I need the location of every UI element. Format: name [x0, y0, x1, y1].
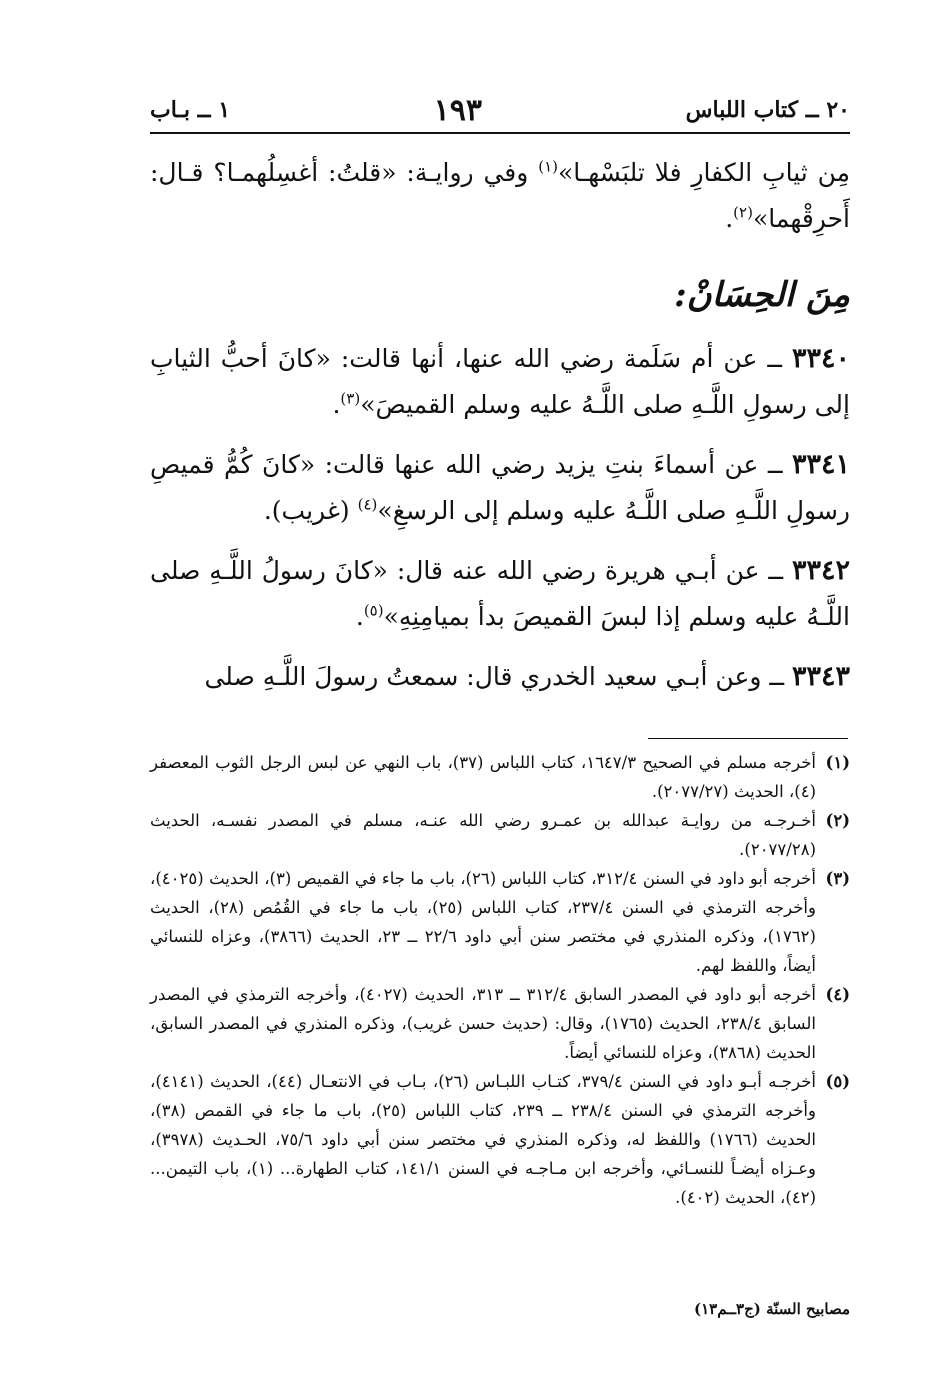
hadith-text: ــ عن أم سَلَمة رضي الله عنها، أنها قالت: «كانَ أحبُّ الثيابِ إلى رسولِ اللَّـهِ صلى اللَّـهُ عليه وسلم القميصَ» — [150, 344, 850, 419]
page-number: ١٩٣ — [433, 92, 483, 128]
hadith-text: ــ عن أبـي هريرة رضي الله عنه قال: «كانَ رسولُ اللَّـهِ صلى اللَّـهُ عليه وسلم إذا لبسَ القميصَ بدأ بميامِنِهِ» — [150, 556, 850, 631]
hadith-number: ٣٣٤٣ — [791, 661, 850, 692]
footnote-number: (١) — [825, 753, 850, 772]
hadith-number: ٣٣٤٢ — [791, 555, 850, 586]
footnotes — [150, 748, 850, 1212]
hadith-text: ــ عن أسماءَ بنتِ يزيد رضي الله عنها قالت: «كانَ كُمُّ قميصِ رسولِ اللَّـهِ صلى اللَّـهُ عليه وسلم إلى الرسغِ» — [150, 450, 850, 525]
section-title: ١ ــ بـاب — [150, 97, 231, 123]
footnote-text: أخرجه مسلم في الصحيح ١٦٤٧/٣، كتاب اللباس (٣٧)، باب النهي عن لبس الرجل الثوب المعصفر (٤)، الحديث (٢٠٧٧/٢٧). — [150, 753, 816, 801]
hadith-tail: . — [355, 602, 364, 631]
hadith-paragraph — [150, 654, 850, 700]
hadith-number: ٣٣٤٠ — [791, 343, 850, 374]
footnote — [150, 748, 850, 806]
footnote-divider — [648, 738, 848, 739]
hadith-paragraph — [150, 442, 850, 534]
footnote-ref: (٣) — [340, 389, 361, 408]
hadith-tail: . — [332, 390, 341, 419]
footnote-number: (٥) — [825, 1072, 850, 1091]
footnote-number: (٣) — [825, 869, 850, 888]
footnote-text: أخرجـه أبـو داود في السنن ٣٧٩/٤، كتـاب اللبـاس (٢٦)، بـاب في الانتعـال (٤٤)، الحديث (٤١٤١)، وأخرجه الترمذي في السنن ٢٣٨/٤ ــ ٢٣٩، كتاب اللباس (٢٥)، باب ما جاء في القمص (٣٨)، الحديث (١٧٦٦) واللفظ له، وذكره المنذري في مختصر سنن أبي داود ٧٥/٦، الحـديث (٣٩٧٨)، وعـزاه أيضـاً للنسـائي، وأخرجه ابن مـاجـه في السنن ١٤١/١، كتاب الطهارة... (١)، باب التيمن... (٤٢)، الحديث (٤٠٢). — [150, 1072, 817, 1207]
opening-text: مِن ثيابِ الكفارِ فلا تلبَسْهـا» — [558, 158, 850, 187]
main-text — [150, 150, 850, 714]
hadith-text: ــ وعن أبـي سعيد الخدري قال: سمعتُ رسولَ اللَّـهِ صلى — [204, 662, 792, 691]
footnote-text: أخـرجـه من روايـة عبدالله بن عمـرو رضي الله عنـه، مسلم في المصدر نفسـه، الحديث (٢٠٧٧/٢٨). — [150, 811, 816, 859]
footnote-number: (٢) — [825, 811, 850, 830]
hadith-tail: (غريب). — [263, 496, 358, 525]
chapter-title: ٢٠ ــ كتاب اللباس — [685, 97, 850, 123]
opening-text-2: وفي روايـة: «قلتُ: أغسِلُهمـا؟ قـال: أَحرِقْهما» — [150, 158, 850, 233]
running-header — [150, 88, 850, 134]
footnote-ref: (٥) — [363, 601, 384, 620]
footnote — [150, 864, 850, 980]
footnote — [150, 806, 850, 864]
footnote-ref: (٤) — [357, 495, 378, 514]
footnote-ref: (١) — [538, 157, 558, 176]
hadith-number: ٣٣٤١ — [791, 449, 850, 480]
footnote — [150, 1067, 850, 1212]
section-heading: مِنَ الحِسَانْ: — [674, 275, 850, 315]
footnote-ref: (٢) — [733, 203, 753, 222]
footnote-number: (٤) — [825, 985, 850, 1004]
footnote — [150, 980, 850, 1067]
footnote-text: أخرجه أبو داود في السنن ٣١٢/٤، كتاب اللباس (٢٦)، باب ما جاء في القميص (٣)، الحديث (٤٠٢٥)، وأخرجه الترمذي في السنن ٢٣٧/٤، كتاب اللباس (٢٥)، باب ما جاء في القُمُص (٢٨)، الحديث (١٧٦٢)، وذكره المنذري في مختصر سنن أبي داود ٢٢/٦ ــ ٢٣، الحديث (٣٨٦٦)، وعزاه للنسائي أيضاً، واللفظ لهم. — [150, 869, 816, 975]
opening-end: . — [725, 204, 734, 233]
printer-signature: مصابيح السنّة (ج٣ــم١٣) — [694, 1300, 850, 1318]
opening-paragraph — [150, 150, 850, 242]
hadith-paragraph — [150, 548, 850, 640]
hadith-paragraph — [150, 336, 850, 428]
footnote-text: أخرجه أبو داود في المصدر السابق ٣١٢/٤ ــ ٣١٣، الحديث (٤٠٢٧)، وأخرجه الترمذي في المصدر السابق ٢٣٨/٤، الحديث (١٧٦٥)، وقال: (حديث حسن غريب)، وذكره المنذري في المصدر السابق، الحديث (٣٨٦٨)، وعزاه للنسائي أيضاً. — [150, 985, 816, 1062]
